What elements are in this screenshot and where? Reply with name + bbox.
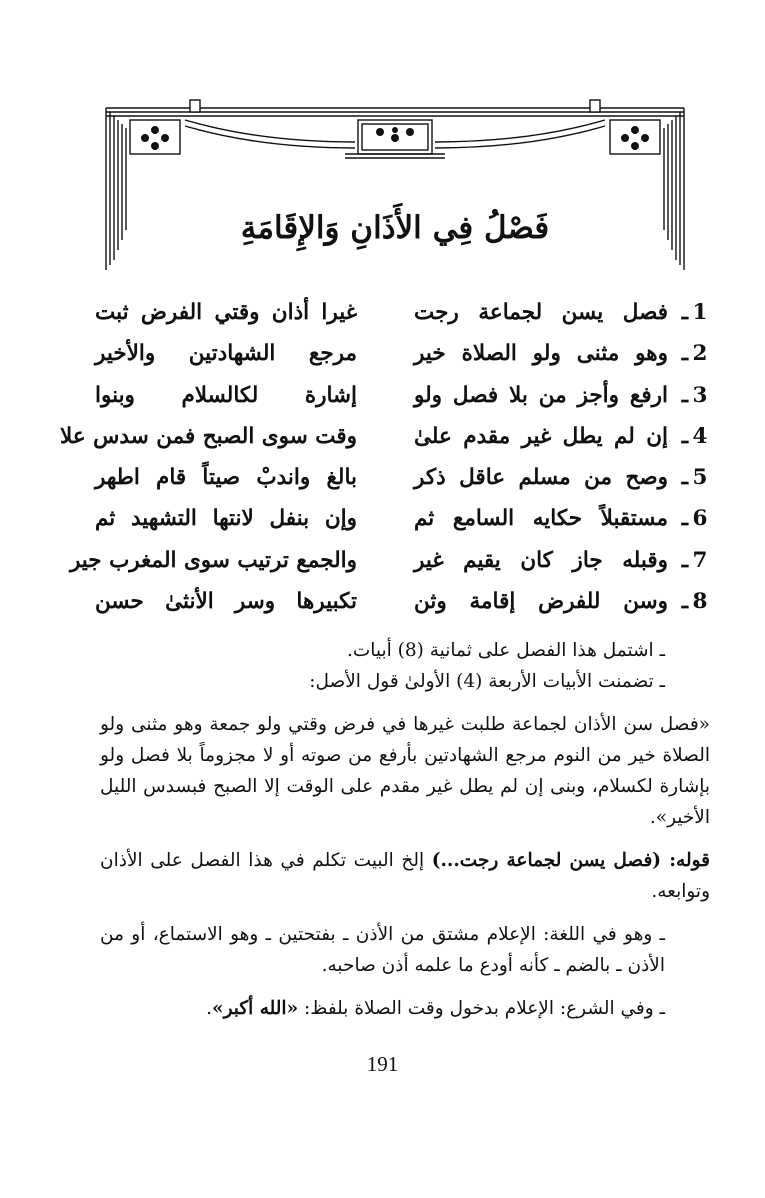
verse-second-hemistich: تكبيرها وسر الأنثىٰ حسن <box>95 589 357 615</box>
verse-second-hemistich: وإن بنفل لانتها التشهيد ثم <box>95 506 357 532</box>
verse-line: 6 ـ مستقبلاً حكايه السامع ثم وإن بنفل لانتها التشهيد ثم <box>95 506 710 547</box>
verse-second-hemistich: إشارة لكالسلام وبنوا <box>95 382 357 408</box>
verse-second-hemistich: بالغ واندبْ صيتاً قام اطهر <box>95 465 357 491</box>
verse-second-hemistich: وقت سوى الصبح فمن سدس علا <box>60 423 357 449</box>
verse-number: 3 <box>692 382 708 408</box>
verse-number: 7 <box>692 547 708 573</box>
verse-first-hemistich: وسن للفرض إقامة وثن <box>414 589 668 615</box>
verse-first-hemistich: إن لم يطل غير مقدم علىٰ <box>414 423 668 449</box>
verse-first-hemistich: وصح من مسلم عاقل ذكر <box>414 465 668 491</box>
verse-line: 1 ـ فصل يسن لجماعة رجت غيرا أذان وقتي الفرض ثبت <box>95 300 710 341</box>
note-verse-count: ـ اشتمل هذا الفصل على ثمانية (8) أبيات. <box>346 640 665 661</box>
page-number: 191 <box>366 1052 399 1076</box>
verse-line: 4 ـ إن لم يطل غير مقدم علىٰ وقت سوى الصبح فمن سدس علا <box>95 424 710 465</box>
verse-line: 8 ـ وسن للفرض إقامة وثن تكبيرها وسر الأنثىٰ حسن <box>95 589 710 630</box>
verse-number: 1 <box>692 300 708 325</box>
linguistic-definition: ـ وهو في اللغة: الإعلام مشتق من الأذن ـ بفتحتين ـ وهو الاستماع، أو من الأذن ـ بالضم ـ كأنه أودع ما علمه أذن صاحبه. <box>100 924 665 976</box>
legal-definition-end: . <box>206 998 213 1019</box>
verse-first-hemistich: وقبله جاز كان يقيم غير <box>414 547 668 573</box>
verse-line: 3 ـ ارفع وأجز من بلا فصل ولو إشارة لكالسلام وبنوا <box>95 383 710 424</box>
verse-second-hemistich: مرجع الشهادتين والأخير <box>95 341 357 367</box>
verse-second-hemistich: غيرا أذان وقتي الفرض ثبت <box>95 300 357 325</box>
legal-definition-text: ـ وفي الشرع: الإعلام بدخول وقت الصلاة بلفظ: <box>298 998 665 1019</box>
verse-number: 5 <box>692 465 708 491</box>
verse-second-hemistich: والجمع ترتيب سوى المغرب جير <box>69 547 357 573</box>
commentary-label: قوله: (فصل يسن لجماعة رجت...) <box>431 850 711 871</box>
verse-first-hemistich: ارفع وأجز من بلا فصل ولو <box>414 382 668 408</box>
poem <box>60 300 710 630</box>
verse-number: 4 <box>692 423 708 449</box>
verse-number: 6 <box>692 506 708 532</box>
verse-line: 2 ـ وهو مثنى ولو الصلاة خير مرجع الشهادتين والأخير <box>95 341 710 382</box>
chapter-title: فَصْلُ فِي الأَذَانِ وَالإِقَامَةِ <box>240 210 550 246</box>
legal-definition <box>100 993 710 1024</box>
verse-line: 7 ـ وقبله جاز كان يقيم غير والجمع ترتيب سوى المغرب جير <box>95 548 710 589</box>
verse-first-hemistich: مستقبلاً حكايه السامع ثم <box>414 506 668 532</box>
note-first-four-verses: ـ تضمنت الأبيات الأربعة (4) الأولىٰ قول الأصل: <box>309 671 665 692</box>
verse-line: 5 ـ وصح من مسلم عاقل ذكر بالغ واندبْ صيتاً قام اطهر <box>95 465 710 506</box>
verse-first-hemistich: فصل يسن لجماعة رجت <box>414 300 668 325</box>
takbir-quote: «الله أكبر» <box>212 998 299 1019</box>
verse-number: 8 <box>692 589 708 615</box>
commentary-text: إلخ البيت تكلم في هذا الفصل على الأذان وتوابعه. <box>100 850 710 902</box>
quoted-original-text: «فصل سن الأذان لجماعة طلبت غيرها في فرض وقتي ولو جمعة وهو مثنى ولو الصلاة خير من النوم مرجع الشهادتين بأرفع من صوته أو لا مجزوماً بلا فصل ولو بإشارة لكسلام، وبنى إن لم يطل غير مقدم على الوقت إلا الصبح فبسدس الليل الأخير». <box>100 714 710 828</box>
commentary <box>100 635 710 1024</box>
commentary-paragraph <box>100 845 710 907</box>
verse-number: 2 <box>692 341 708 367</box>
verse-first-hemistich: وهو مثنى ولو الصلاة خير <box>414 341 668 367</box>
